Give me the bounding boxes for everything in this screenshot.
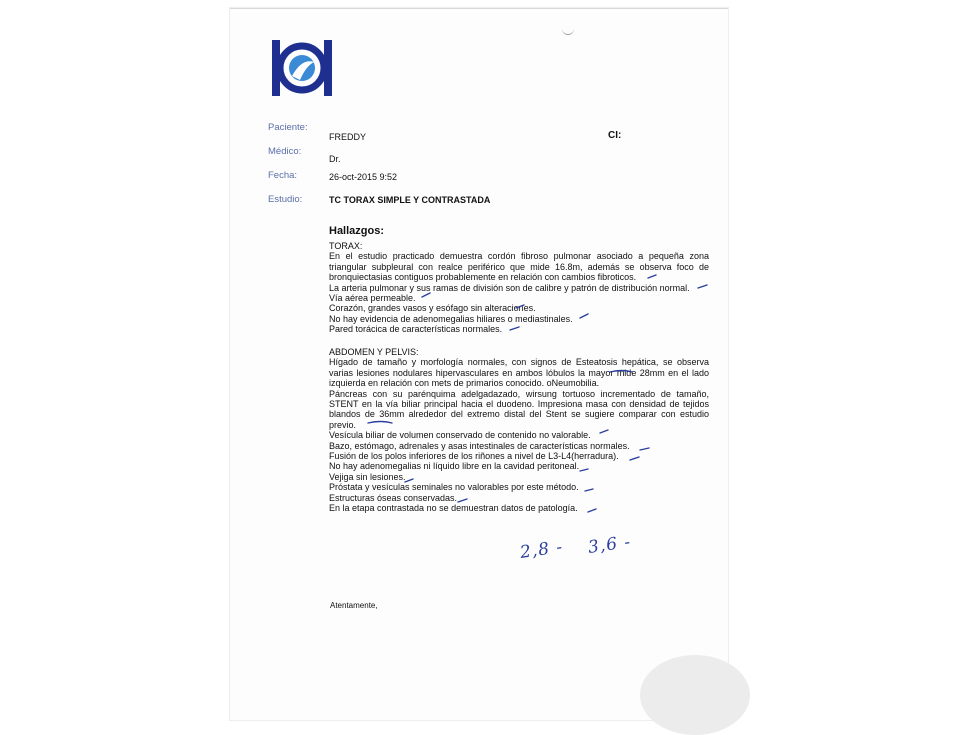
findings-title: Hallazgos:: [329, 225, 385, 237]
torax-line: Vía aérea permeable.: [329, 293, 416, 304]
patient-label: Paciente:: [268, 122, 308, 133]
underline-28mm: [610, 371, 632, 373]
check-mark: [580, 314, 588, 318]
abdomen-line: Vejiga sin lesiones.: [329, 471, 406, 482]
check-mark: [510, 327, 519, 330]
study-label: Estudio:: [268, 194, 303, 205]
faded-stamp: [640, 655, 750, 735]
closing-text: Atentamente,: [330, 601, 378, 610]
scan-mark: [562, 22, 574, 35]
abdomen-line: Bazo, estómago, adrenales y asas intestinales de características normales.: [329, 440, 630, 451]
handwritten-number: 3,6 -: [586, 532, 633, 558]
handwritten-number: 2,8 -: [518, 537, 565, 563]
abdomen-line: No hay adenomegalias ni líquido libre en la cavidad peritoneal.: [329, 461, 580, 472]
abdomen-line: Fusión de los polos inferiores de los riñones a nivel de L3-L4(herradura).: [329, 451, 619, 462]
check-mark: [585, 489, 593, 491]
check-mark: [588, 509, 596, 512]
torax-line: Pared torácica de características normales.: [329, 324, 503, 335]
date-label: Fecha:: [268, 170, 298, 181]
check-mark: [600, 430, 608, 433]
check-mark: [580, 469, 588, 471]
torax-line: En el estudio practicado demuestra cordón fibroso pulmonar asociado a pequeña zona triangular subpleural con realce periférico que mide 16.8m, además se observa foco de bronquiectasias contiguos probablemente en relación con cambios fibroticos.: [329, 251, 709, 283]
check-mark: [405, 479, 413, 482]
torax-line: La arteria pulmonar y sus ramas de división son de calibre y patrón de distribución normal.: [329, 282, 690, 293]
check-mark: [422, 293, 430, 297]
patient-name: FREDDY: [329, 132, 367, 142]
study-date: 26-oct-2015 9:52: [329, 172, 398, 182]
check-mark: [630, 457, 639, 460]
check-mark: [640, 448, 649, 450]
abdomen-line: Estructuras óseas conservadas.: [329, 492, 458, 503]
ink-annotations: [330, 240, 720, 520]
abdomen-line: En la etapa contrastada no se demuestran datos de patología.: [329, 503, 578, 514]
underline-36mm: [368, 422, 392, 424]
abdomen-line: Hígado de tamaño y morfología normales, con signos de Esteatosis hepática, se observa varias lesiones nodulares hipervasculares en ambos lóbulos la mayor mide 28mm en el lado izquierda en relación con mets de primarios conocido. oNeumobilia.: [329, 357, 709, 389]
check-mark: [516, 305, 524, 308]
torax-line: No hay evidencia de adenomegalias hiliares o mediastinales.: [329, 313, 573, 324]
abdomen-line: Próstata y vesículas seminales no valorables por este método.: [329, 482, 579, 493]
torax-heading: TORAX:: [329, 241, 363, 251]
abdomen-line: Vesícula biliar de volumen conservado de contenido no valorable.: [329, 430, 591, 441]
check-mark: [648, 275, 656, 278]
study-title: TC TORAX SIMPLE Y CONTRASTADA: [329, 195, 491, 205]
clinic-logo: [270, 36, 336, 102]
scan-edge: [230, 8, 728, 9]
doctor-label: Médico:: [268, 146, 302, 157]
doctor-name: Dr.: [329, 154, 341, 164]
check-mark: [698, 285, 707, 288]
abdomen-line: Páncreas con su parénquima adelgadazado, wirsung tortuoso incrementado de tamaño, STENT en la vía biliar principal hacia el duodeno. Impresiona masa con densidad de tejidos blandos de 36mm alrededor del extremo distal del Stent se sugiere comparar con estudio previo.: [329, 388, 709, 430]
torax-line: Corazón, grandes vasos y esófago sin alteraciones.: [329, 303, 536, 314]
ci-label: CI:: [608, 130, 622, 141]
check-mark: [458, 499, 467, 502]
abdomen-heading: ABDOMEN Y PELVIS:: [329, 347, 419, 357]
